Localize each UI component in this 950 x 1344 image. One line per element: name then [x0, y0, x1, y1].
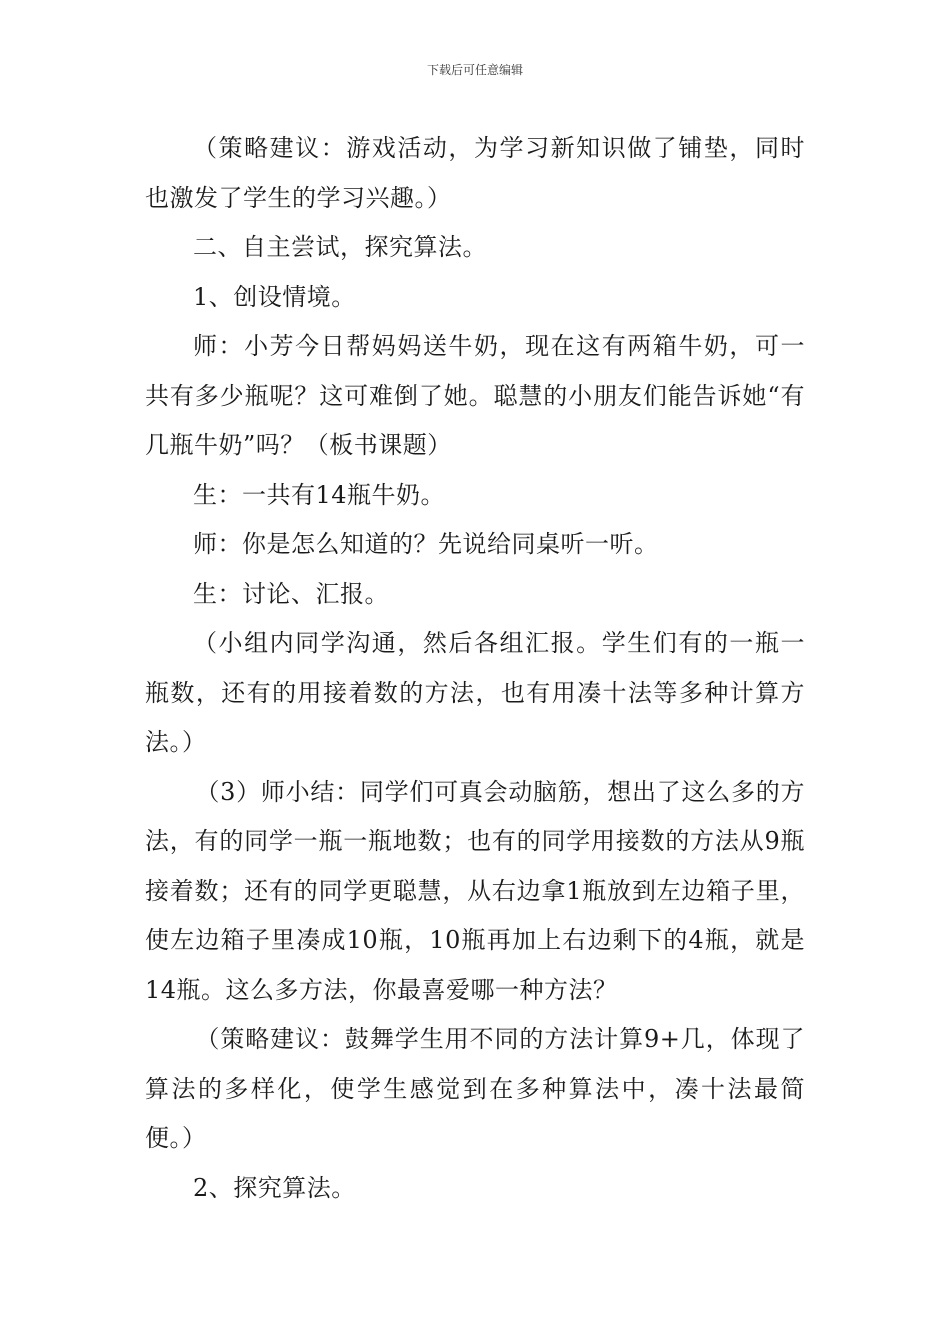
paragraph-teacher-question: 师：小芳今日帮妈妈送牛奶，现在这有两箱牛奶，可一共有多少瓶呢？这可难倒了她。聪慧的小朋友们能告诉她“有几瓶牛奶”吗？（板书课题）: [145, 332, 805, 459]
subheading-explore-algorithm: 2、探究算法。: [193, 1173, 356, 1202]
section-heading-explore: 二、自主尝试，探究算法。: [193, 233, 487, 261]
paragraph-student-answer: 生：一共有14瓶牛奶。: [193, 480, 446, 509]
paragraph-teacher-followup: 师：你是怎么知道的？先说给同桌听一听。: [193, 530, 659, 558]
document-body: [145, 124, 805, 1213]
paragraph-teacher-summary: （3）师小结：同学们可真会动脑筋，想出了这么多的方法，有的同学一瓶一瓶地数；也有的同学用接数的方法从9瓶接着数；还有的同学更聪慧，从右边拿1瓶放到左边箱子里，使左边箱子里凑成10瓶，10瓶再加上右边剩下的4瓶，就是14瓶。这么多方法，你最喜爱哪一种方法？: [145, 777, 805, 1004]
page-header: 下载后可任意编辑: [426, 63, 523, 77]
subheading-create-scenario: 1、创设情境。: [193, 282, 356, 311]
paragraph-student-discussion: 生：讨论、汇报。: [193, 579, 389, 608]
paragraph-strategy-note-2: （策略建议：鼓舞学生用不同的方法计算9+几，体现了算法的多样化，使学生感觉到在多种算法中，凑十法最简便。）: [145, 1025, 805, 1152]
paragraph-strategy-note-1: （策略建议：游戏活动，为学习新知识做了铺垫，同时也激发了学生的学习兴趣。）: [145, 134, 805, 212]
paragraph-group-report: （小组内同学沟通，然后各组汇报。学生们有的一瓶一瓶数，还有的用接着数的方法，也有用凑十法等多种计算方法。）: [145, 629, 805, 756]
